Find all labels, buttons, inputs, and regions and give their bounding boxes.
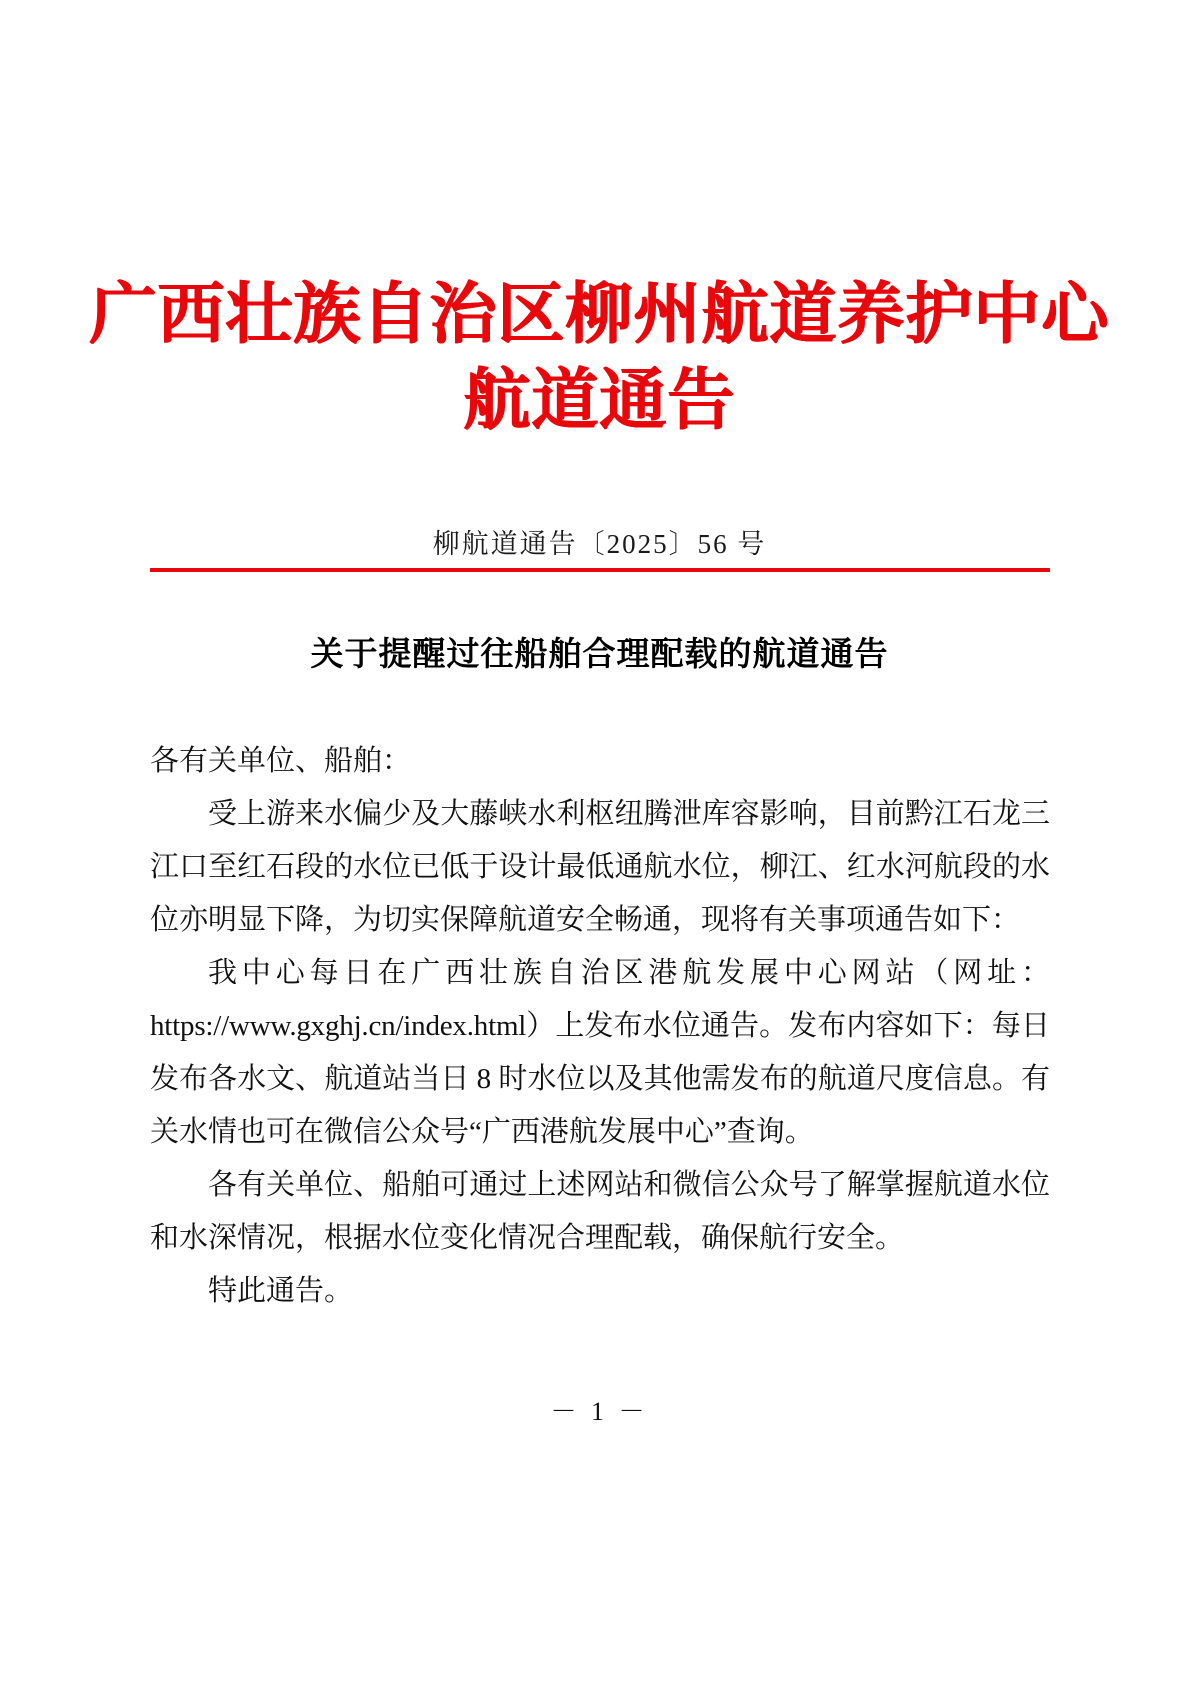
body-paragraph-4: 特此通告。 xyxy=(208,1275,354,1307)
salutation: 各有关单位、船舶： xyxy=(150,745,412,777)
page-title: 关于提醒过往船舶合理配载的航道通告 xyxy=(310,637,889,673)
body-paragraph-3: 各有关单位、船舶可通过上述网站和微信公众号了解掌握航道水位和水深情况，根据水位变化情况合理配载，确保航行安全。 xyxy=(150,1169,1050,1254)
masthead-line-1: 广西壮族自治区柳州航道养护中心 xyxy=(89,278,1110,352)
red-divider-rule xyxy=(150,568,1050,572)
publication-website-url[interactable]: https://www.gxghj.cn/index.html xyxy=(150,1010,527,1042)
paragraph-2-trailing-text: ）上发布水位通告。发布内容如下：每日发布各水文、航道站当日 8 时水位以及其他需发布的航道尺度信息。有关水情也可在微信公众号“广西港航发展中心”查询。 xyxy=(150,1010,1050,1148)
body-paragraph-2 xyxy=(150,947,1050,1159)
paragraph-2-lead-text: 我中心每日在广西壮族自治区港航发展中心网站（网址： xyxy=(208,957,1050,989)
body-paragraph-1: 受上游来水偏少及大藤峡水利枢纽腾泄库容影响，目前黔江石龙三江口至红石段的水位已低于设计最低通航水位，柳江、红水河航段的水位亦明显下降，为切实保障航道安全畅通，现将有关事项通告如下： xyxy=(150,798,1050,936)
document-body xyxy=(150,735,1050,1318)
masthead-line-2: 航道通告 xyxy=(463,364,736,438)
masthead xyxy=(0,272,1199,444)
page-number-marker: － 1 － xyxy=(550,1397,649,1426)
document-number: 柳航道通告〔2025〕56 号 xyxy=(432,529,767,559)
